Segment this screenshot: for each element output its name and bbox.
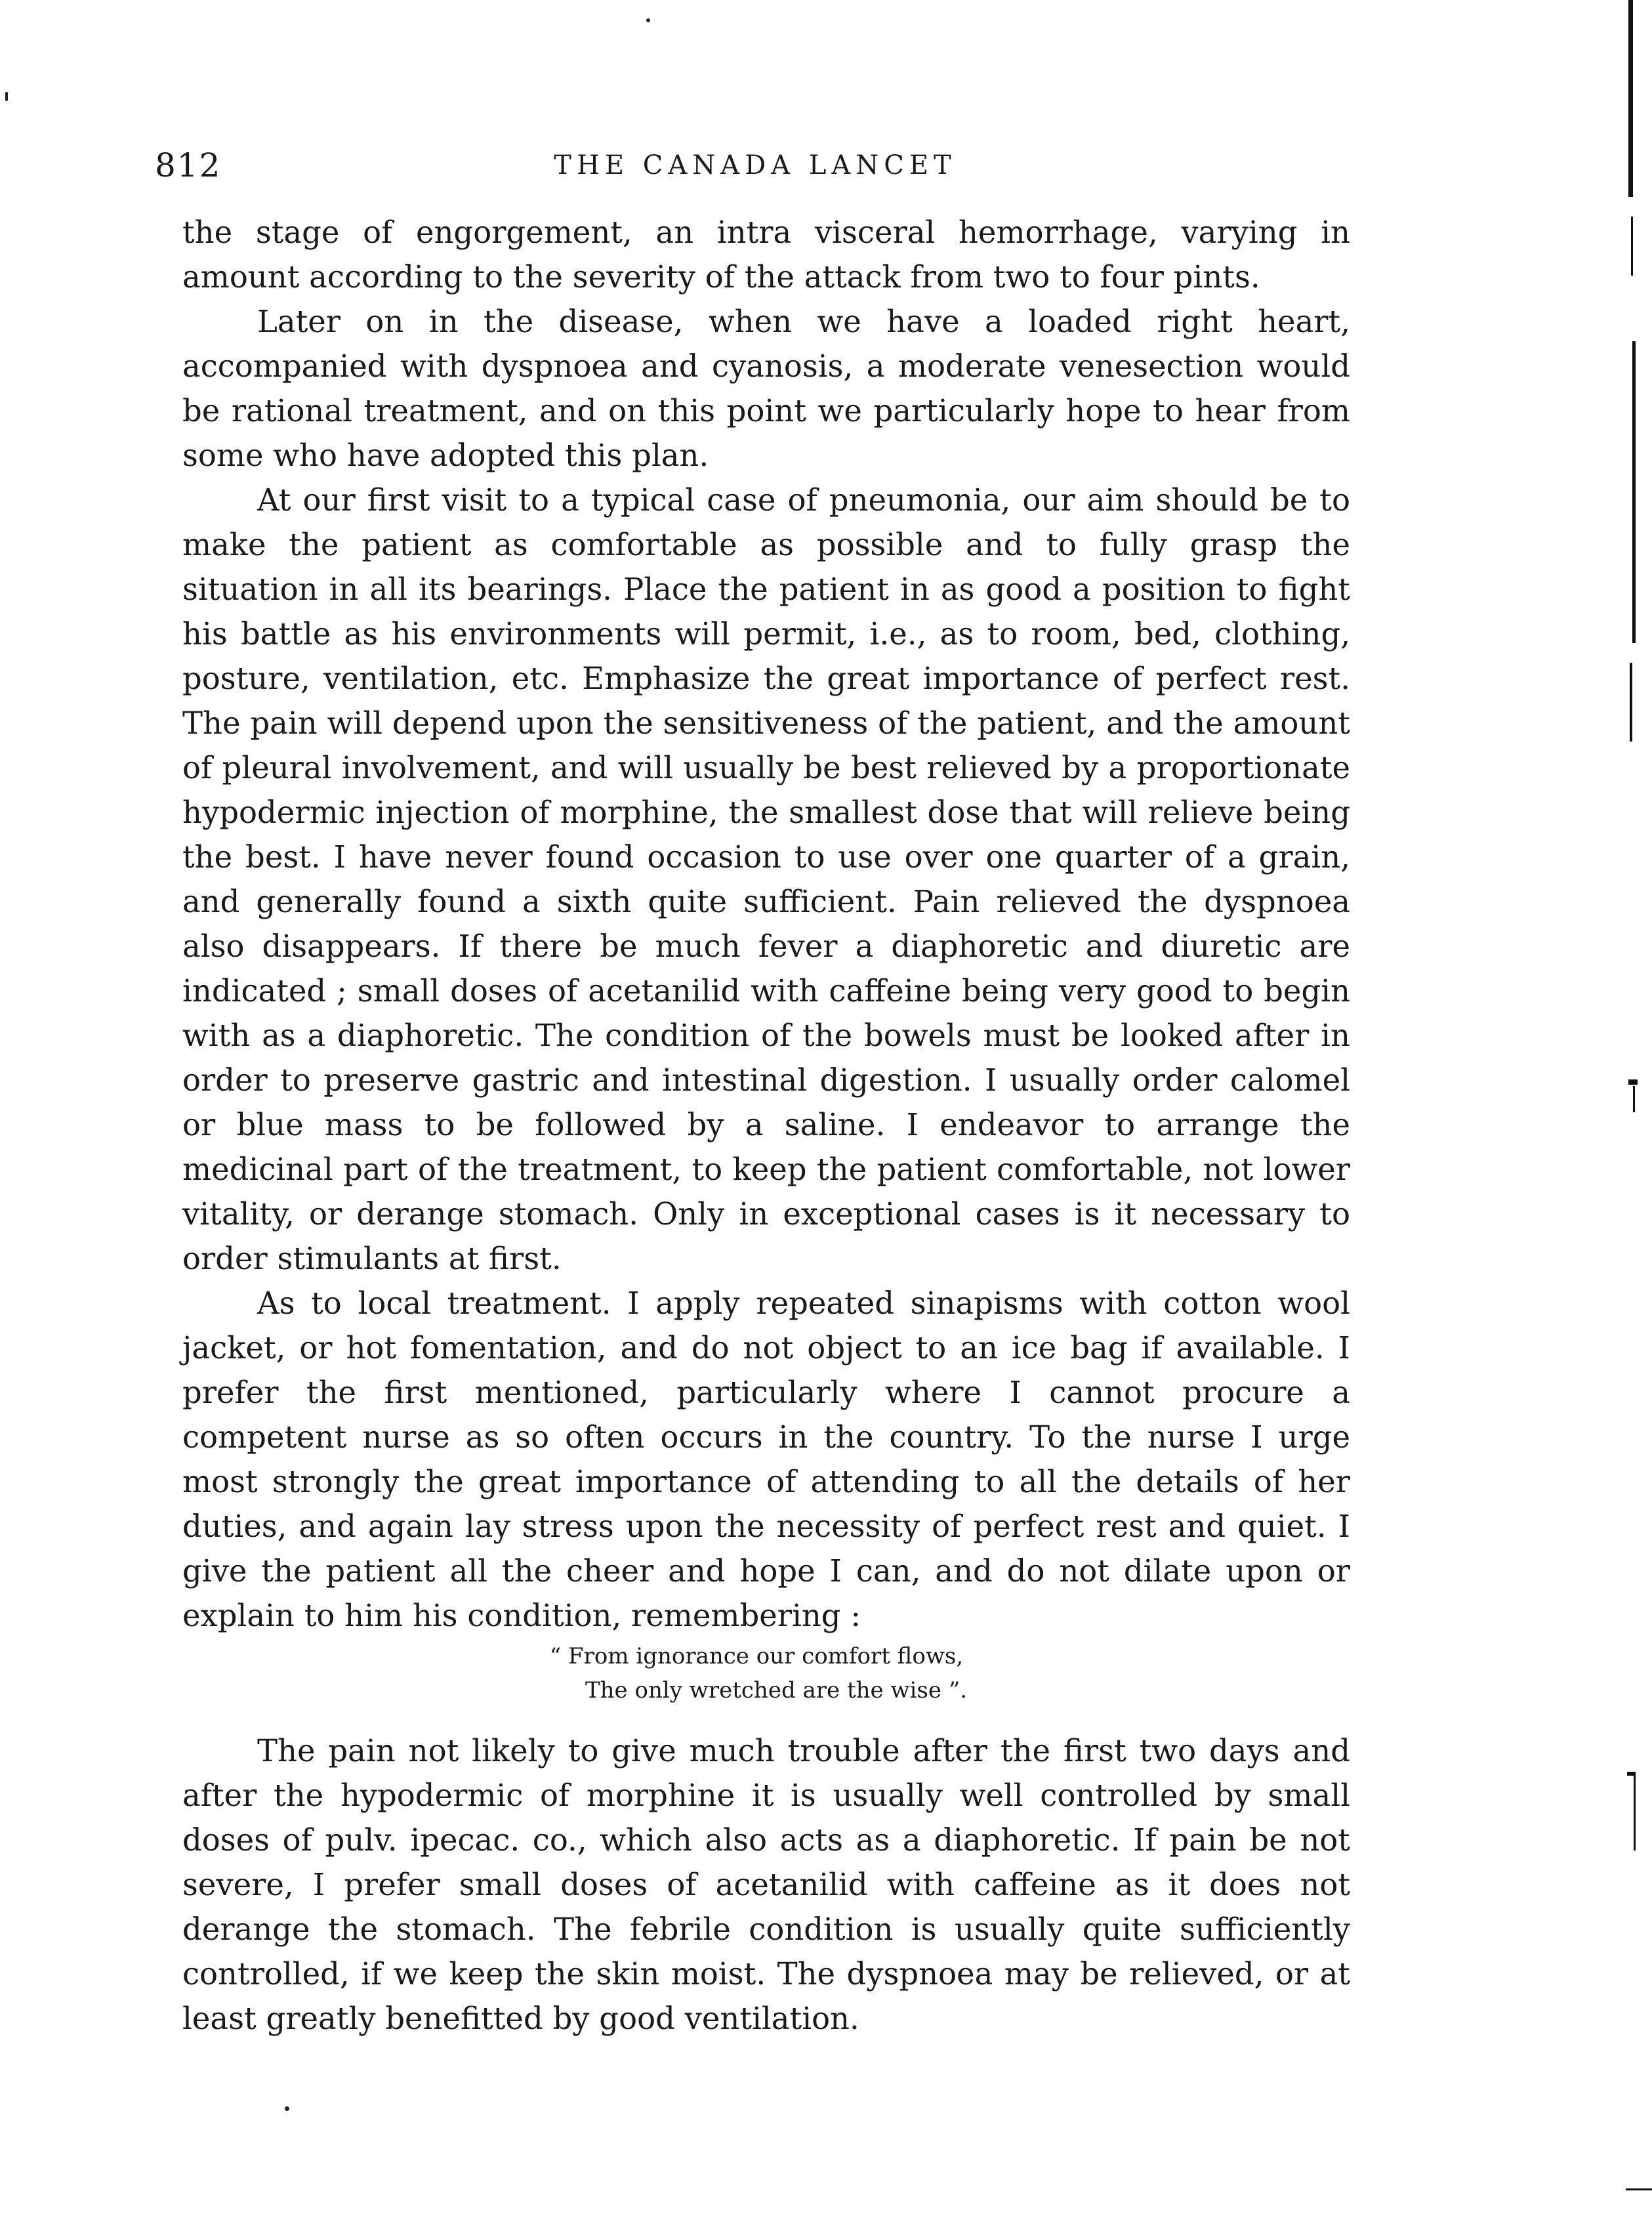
article-body — [182, 210, 1350, 2041]
scan-edge-mark — [1632, 341, 1636, 643]
paragraph-continuation: the stage of engorgement, an intra visceral hemorrhage, varying in amount according to the severity of the attack from two to four pints. — [182, 215, 1350, 295]
scan-edge-mark — [1630, 663, 1632, 742]
paragraph-pain-management: The pain not likely to give much trouble after the first two days and after the hypodermic of morphine it is usually well controlled by small doses of pulv. ipecac. co., which also acts as a diaphoretic. If pain be not severe, I prefer small doses of acetanilid with caffeine as it does not derange the stomach. The febrile condition is usually quite sufficiently controlled, if we keep the skin moist. The dyspnoea may be relieved, or at least greatly benefitted by good ventilation. — [182, 1733, 1350, 2036]
running-head — [155, 139, 1355, 192]
scan-edge-mark — [1631, 217, 1633, 276]
paragraph-local-treatment: As to local treatment. I apply repeated sinapisms with cotton wool jacket, or hot fomentation, and do not object to an ice bag if available. I prefer the first mentioned, particularly where I cannot procure a competent nurse as so often occurs in the country. To the nurse I urge most strongly the great importance of attending to all the details of her duties, and again lay stress upon the necessity of perfect rest and quiet. I give the patient all the cheer and hope I can, and do not dilate upon or explain to him his condition, remembering : — [182, 1286, 1350, 1633]
verse-quotation — [182, 1638, 1350, 1715]
scan-edge-mark — [1633, 1086, 1635, 1112]
scan-edge-artifacts — [1624, 0, 1652, 2216]
journal-title: THE CANADA LANCET — [554, 150, 957, 180]
paragraph-first-visit: At our first visit to a typical case of pneumonia, our aim should be to make the patient as comfortable as possible and to fully grasp the situation in all its bearings. Place the patient in as good a position to fight his battle as his environments will permit, i.e., as to room, bed, clothing, posture, ventilation, etc. Emphasize the great importance of perfect rest. The pain will depend upon the sensitiveness of the patient, and the amount of pleural involvement, and will usually be best relieved by a proportionate hypodermic injection of morphine, the smallest dose that will relieve being the best. I have never found occasion to use over one quarter of a grain, and generally found a sixth quite sufficient. Pain relieved the dyspnoea also disappears. If there be much fever a diaphoretic and diuretic are indicated ; small doses of acetanilid with caffeine being very good to begin with as a diaphoretic. The condition of the bowels must be looked after in order to preserve gastric and intestinal digestion. I usually order calomel or blue mass to be followed by a saline. I endeavor to arrange the medicinal part of the treatment, to keep the patient comfortable, not lower vitality, or derange stomach. Only in exceptional cases is it necessary to order stimulants at first. — [182, 482, 1350, 1276]
scan-speck — [646, 18, 650, 22]
quote-line-2: The only wretched are the wise ”. — [585, 1677, 968, 1704]
page-number: 812 — [155, 146, 222, 184]
scan-edge-mark — [1628, 1079, 1638, 1085]
scan-edge-mark — [1626, 2188, 1652, 2190]
scan-edge-mark — [1627, 1772, 1635, 1776]
scan-edge-mark — [1628, 0, 1633, 197]
quote-line-1: “ From ignorance our comfort flows, — [549, 1643, 964, 1669]
scan-speck — [285, 2106, 289, 2111]
scan-speck — [5, 92, 8, 101]
paragraph-venesection: Later on in the disease, when we have a loaded right heart, accompanied with dyspnoea and cyanosis, a moderate venesection would be rational treatment, and on this point we particularly hope to hear from some who have adopted this plan. — [182, 304, 1350, 473]
scan-edge-mark — [1634, 1772, 1636, 1850]
